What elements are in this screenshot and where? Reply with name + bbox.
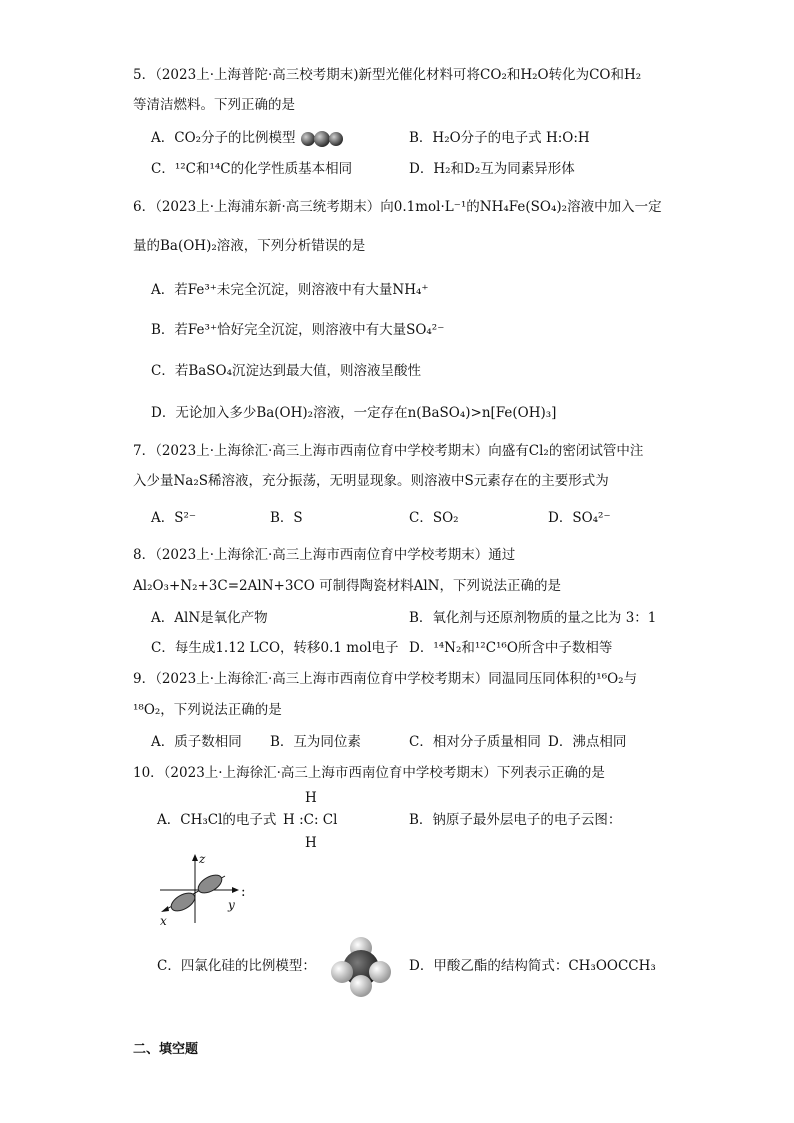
- q5-stem-line2: 等清洁燃料。下列正确的是: [133, 97, 295, 113]
- q10-option-d: D．甲酸乙酯的结构简式：CH₃OOCCH₃: [409, 958, 656, 974]
- q5-option-a: [151, 129, 344, 148]
- ch3cl-bottom-h: H: [305, 835, 317, 851]
- axis-x-label: x: [160, 914, 167, 928]
- q10-stem: 10．（2023上·上海徐汇·高三上海市西南位育中学校考期末）下列表示正确的是: [133, 765, 605, 781]
- q7-stem-line2: 入少量Na₂S稀溶液，充分振荡，无明显现象。则溶液中S元素存在的主要形式为: [133, 473, 609, 489]
- q7-stem-line1: 7．（2023上·上海徐汇·高三上海市西南位育中学校考期末）向盛有Cl₂的密闭试管中注: [133, 443, 644, 459]
- q8-stem-line2: Al₂O₃+N₂+3C=2AlN+3CO 可制得陶瓷材料AlN，下列说法正确的是: [133, 578, 561, 594]
- co2-ball-model-icon: [300, 130, 344, 148]
- q9-option-b: B．互为同位素: [270, 734, 361, 750]
- ch3cl-top-h: H: [305, 790, 317, 806]
- q9-option-d: D．沸点相同: [548, 734, 627, 750]
- q7-option-c: C．SO₂: [409, 510, 459, 526]
- q9-option-a: A．质子数相同: [151, 734, 242, 750]
- q6-stem-line1: 6．（2023上·上海浦东新·高三统考期末）向0.1mol·L⁻¹的NH₄Fe(SO₄)₂溶液中加入一定: [133, 199, 662, 215]
- q10-option-c-text: C．四氯化硅的比例模型：: [157, 958, 316, 974]
- q7-option-a: A．S²⁻: [151, 510, 197, 526]
- sicl4-space-filling-model-icon: [326, 934, 396, 998]
- q7-option-b: B．S: [270, 510, 303, 526]
- section-title: 二、填空题: [133, 1042, 199, 1057]
- q5-option-d: D．H₂和D₂互为同素异形体: [409, 161, 575, 177]
- q9-stem-line2: ¹⁸O₂，下列说法正确的是: [133, 702, 282, 718]
- q6-option-b: B．若Fe³⁺恰好完全沉淀，则溶液中有大量SO₄²⁻: [151, 322, 445, 338]
- q5-option-a-text: A．CO₂分子的比例模型: [151, 130, 296, 146]
- axis-z-label: z: [199, 852, 206, 866]
- q10-option-c: [157, 957, 316, 975]
- q5-stem-line1: 5．（2023上·上海普陀·高三校考期末)新型光催化材料可将CO₂和H₂O转化为CO和H₂: [133, 67, 642, 83]
- q7-option-d: D．SO₄²⁻: [548, 510, 611, 526]
- diagram-colon: :: [241, 884, 246, 900]
- q9-stem-line1: 9．（2023上·上海徐汇·高三上海市西南位育中学校考期末）同温同压同体积的¹⁶O₂与: [133, 671, 638, 687]
- q5-option-c: C．¹²C和¹⁴C的化学性质基本相同: [151, 161, 353, 177]
- q8-stem-line1: 8．（2023上·上海徐汇·高三上海市西南位育中学校考期末）通过: [133, 547, 516, 563]
- q8-option-b: B．氧化剂与还原剂物质的量之比为 3：1: [409, 610, 657, 626]
- axis-y-label: y: [228, 898, 235, 912]
- ch3cl-electron-formula: H :C: Cl: [283, 812, 338, 828]
- q6-stem-line2: 量的Ba(OH)₂溶液，下列分析错误的是: [133, 238, 366, 254]
- q8-option-a: A．AlN是氧化产物: [151, 610, 268, 626]
- q10-option-a: [157, 811, 276, 829]
- q8-option-d: D．¹⁴N₂和¹²C¹⁶O所含中子数相等: [409, 640, 613, 656]
- q6-option-d: D．无论加入多少Ba(OH)₂溶液，一定存在n(BaSO₄)>n[Fe(OH)₃]: [151, 405, 557, 421]
- q9-option-c: C．相对分子质量相同: [409, 734, 541, 750]
- q5-option-b: B．H₂O分子的电子式 H:O:H: [409, 130, 590, 146]
- q10-option-b: B．钠原子最外层电子的电子云图：: [409, 812, 622, 828]
- q6-option-a: A．若Fe³⁺未完全沉淀，则溶液中有大量NH₄⁺: [151, 282, 429, 298]
- q10-option-a-text: A．CH₃Cl的电子式: [157, 812, 277, 828]
- q8-option-c: C．每生成1.12 LCO，转移0.1 mol电子: [151, 640, 399, 656]
- q6-option-c: C．若BaSO₄沉淀达到最大值，则溶液呈酸性: [151, 363, 422, 379]
